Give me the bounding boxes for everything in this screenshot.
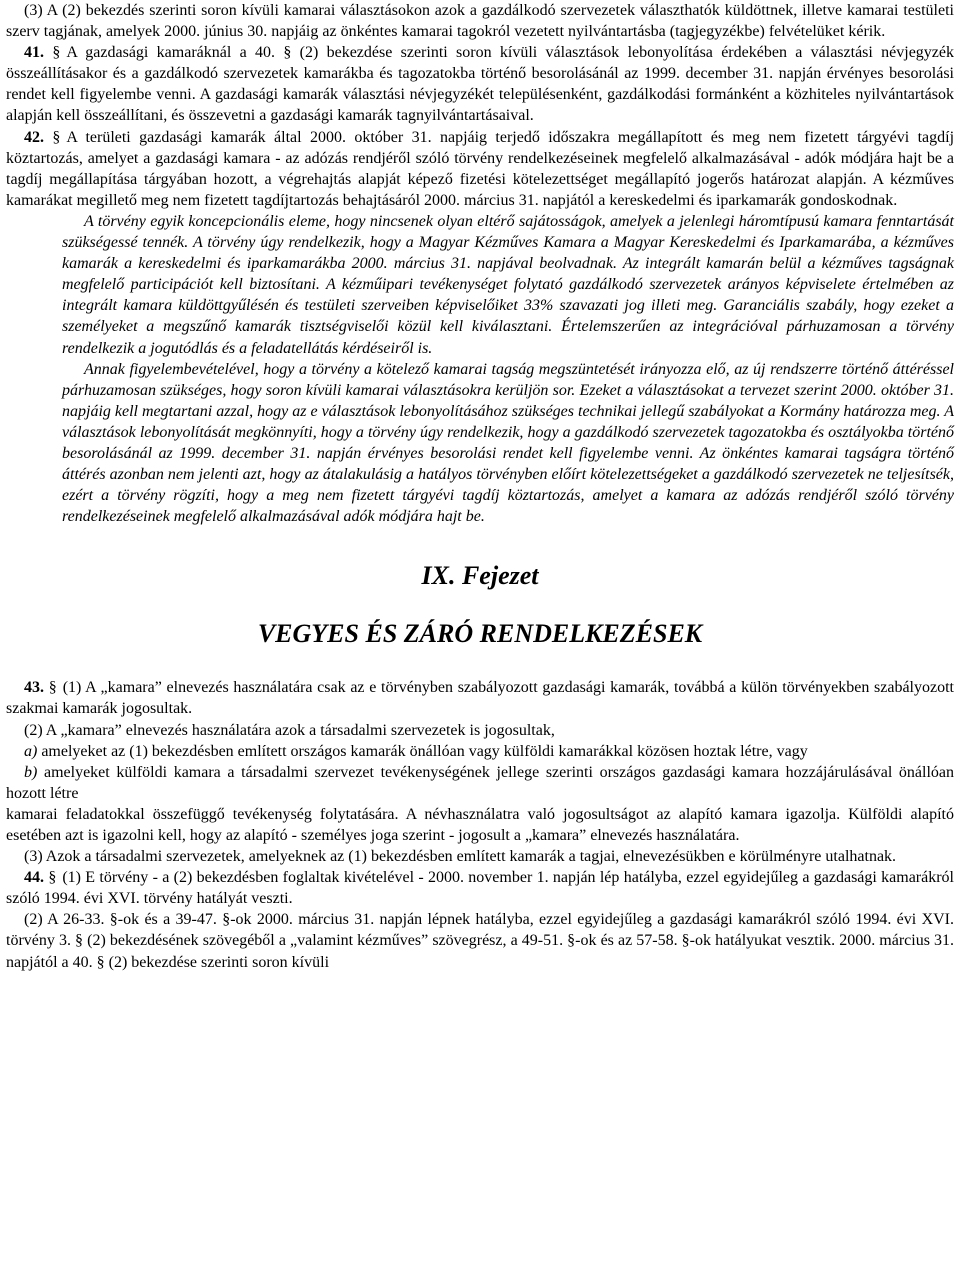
chapter-heading: IX. Fejezet <box>421 561 539 591</box>
section-text: A gazdasági kamaráknál a 40. § (2) bekezdése szerinti soron kívüli választások lebonyolítása érdekében a választási névjegyzék összeállításakor és a gazdálkodó szervezetek kamarákba és tagozatokba történő besorolásánál az 1999. december 31. napján érvényes besorolási rendet kell figyelembe venni. A gazdasági kamarák választási névjegyzékét településenként, gazdálkodási formánként a közhiteles nyilvántartások alapján kell összeállítani, és összevetni a gazdasági kamarák tagnyilvántartásaival. <box>6 44 955 125</box>
section-42 <box>6 127 954 211</box>
point-text: amelyeket külföldi kamara a társadalmi szervezet tevékenységének jellege szerinti országos gazdasági kamara hozzájárulásával önállóan hozott létre <box>6 763 954 802</box>
section-sign: § <box>52 128 61 146</box>
section-sign: § <box>48 679 57 697</box>
section-number: 43. <box>24 679 44 697</box>
section-number: 41. <box>24 44 44 62</box>
section-41 <box>6 42 954 126</box>
section-text: A területi gazdasági kamarák által 2000. október 31. napjáig terjedő időszakra megállapított és meg nem fizetett tárgyévi tagdíj köztartozás, amelyet a gazdasági kamara - az adózás rendjéről szóló törvény rendelkezéseinek megfelelő alkalmazásával - adók módjára hajt be a tagdíj megállapítása tárgyában hozott, a végrehajtás alapját képező fizetési kötelezettséget megállapító jogerős határozat alapján. A kézműves kamarákat megillető meg nem fizetett tagdíjtartozás behajtásáról 2000. március 31. napjától a kereskedelmi és iparkamarák gondoskodnak. <box>6 128 955 209</box>
section-text: (1) A „kamara” elnevezés használatára csak az e törvényben szabályozott gazdasági kamarák, továbbá a külön törvényekben szabályozott szakmai kamarák jogosultak. <box>6 679 954 718</box>
section-44-paragraph-2: (2) A 26-33. §-ok és a 39-47. §-ok 2000. március 31. napján lépnek hatályba, ezzel egyidejűleg a gazdasági kamarákról szóló 1994. évi XVI. törvény 3. § (2) bekezdésének szövegéből a „valamint kézműves” szövegrész, a 49-51. §-ok és az 57-58. §-ok hatályukat vesztik. 2000. március 31. napjától a 40. § (2) bekezdése szerinti soron kívüli <box>6 911 954 971</box>
document-page <box>6 0 954 973</box>
section-43-paragraph-3: (3) Azok a társadalmi szervezetek, amelyeknek az (1) bekezdésben említett kamarák a tagjai, elnevezésükben e körülményre utalhatnak. <box>24 848 897 866</box>
point-text: amelyeket az (1) bekezdésben említett országos kamarák önállóan vagy külföldi kamarákkal közösen hoztak létre, vagy <box>41 742 808 760</box>
section-43 <box>6 677 954 719</box>
commentary-block <box>6 211 954 527</box>
paragraph-40-3: (3) A (2) bekezdés szerinti soron kívüli kamarai választásokon azok a gazdálkodó szervezetek választhatók küldöttnek, illetve kamarai testületi szerv tagjának, amelyek 2000. június 30. napjáig az önkéntes kamarai tagokról vezetett nyilvántartásba (tagjegyzékbe) felvételüket kérik. <box>6 2 954 41</box>
section-number: 42. <box>24 128 44 146</box>
commentary-paragraph-1: A törvény egyik koncepcionális eleme, hogy nincsenek olyan eltérő sajátosságok, amelyek a jelenlegi háromtípusú kamara fenntartását szükségessé tennék. A törvény úgy rendelkezik, hogy a Magyar Kézműves Kamara a Magyar Kereskedelmi és Iparkamarába, a kézműves kamarák a kereskedelmi és iparkamarákba 2000. március 31. napjával beolvadnak. Az integrált kamarán belül a kézműves tagságnak megfelelő participációt kell biztosítani. A kézműipari tevékenységet folytató gazdálkodó szervezetek arányos képviselete értelmében az integrált kamara küldöttgyűlésén és testületi szerveiben képviselőiket 33% szavazati jog illeti meg. Garanciális szabály, hogy ezeket a személyeket a megszűnő kamarák tisztségviselői közül kell kiválasztani. Értelemszerűen az integrációval párhuzamosan a törvény rendelkezik a jogutódlás és a feladatellátás kérdéseiről is. <box>62 212 954 357</box>
point-label: a) <box>24 742 38 760</box>
section-43-point-b <box>6 762 954 804</box>
section-43-paragraph-2: (2) A „kamara” elnevezés használatára azok a társadalmi szervezetek is jogosultak, <box>24 721 555 739</box>
section-sign: § <box>48 869 57 887</box>
section-43-continuation: kamarai feladatokkal összefüggő tevékenység folytatására. A névhasználatra való jogosultságot az alapító kamara igazolja. Külföldi alapító esetében azt is igazolni kell, hogy az alapító - személyes joga szerint - jogosult a „kamara” elnevezés használatára. <box>6 805 954 844</box>
chapter-title: VEGYES ÉS ZÁRÓ RENDELKEZÉSEK <box>257 619 703 649</box>
section-number: 44. <box>24 869 44 887</box>
point-label: b) <box>24 763 38 781</box>
section-43-point-a <box>6 741 954 762</box>
commentary-paragraph-2: Annak figyelembevételével, hogy a törvény a kötelező kamarai tagság megszüntetését irányozza elő, az új rendszerre történő áttéréssel párhuzamosan szükséges, hogy soron kívüli kamarai választásokra kerüljön sor. Ezeket a választásokat a tervezet szerint 2000. október 31. napjáig kell megtartani azzal, hogy az e választások lebonyolításához szükséges technikai jellegű szabályokat a Kormány határozza meg. A választások lebonyolítását megkönnyíti, hogy a törvény úgy rendelkezik, hogy a gazdálkodó szervezetek tagozatokba és osztályokba történő besorolásánál az 1999. december 31. napján érvényes besorolási rendet kell figyelembe venni. Az önkéntes kamarai tagságra történő áttérés azonban nem jelenti azt, hogy az átalakulásig a hatályos törvényben előírt kötelezettségeket a gazdálkodó szervezetek ne teljesítsék, ezért a törvény rögzíti, hogy a meg nem fizetett tárgyévi tagdíj köztartozás, amelyet a kamara az adózás rendjéről szóló törvény rendelkezéseinek megfelelő alkalmazásával adók módjára hajt be. <box>62 360 954 526</box>
section-sign: § <box>52 44 61 62</box>
section-44 <box>6 867 954 909</box>
section-text: (1) E törvény - a (2) bekezdésben foglaltak kivételével - 2000. november 1. napján lép hatályba, ezzel egyidejűleg a gazdasági kamarákról szóló 1994. évi XVI. törvény hatályát veszti. <box>6 869 955 908</box>
